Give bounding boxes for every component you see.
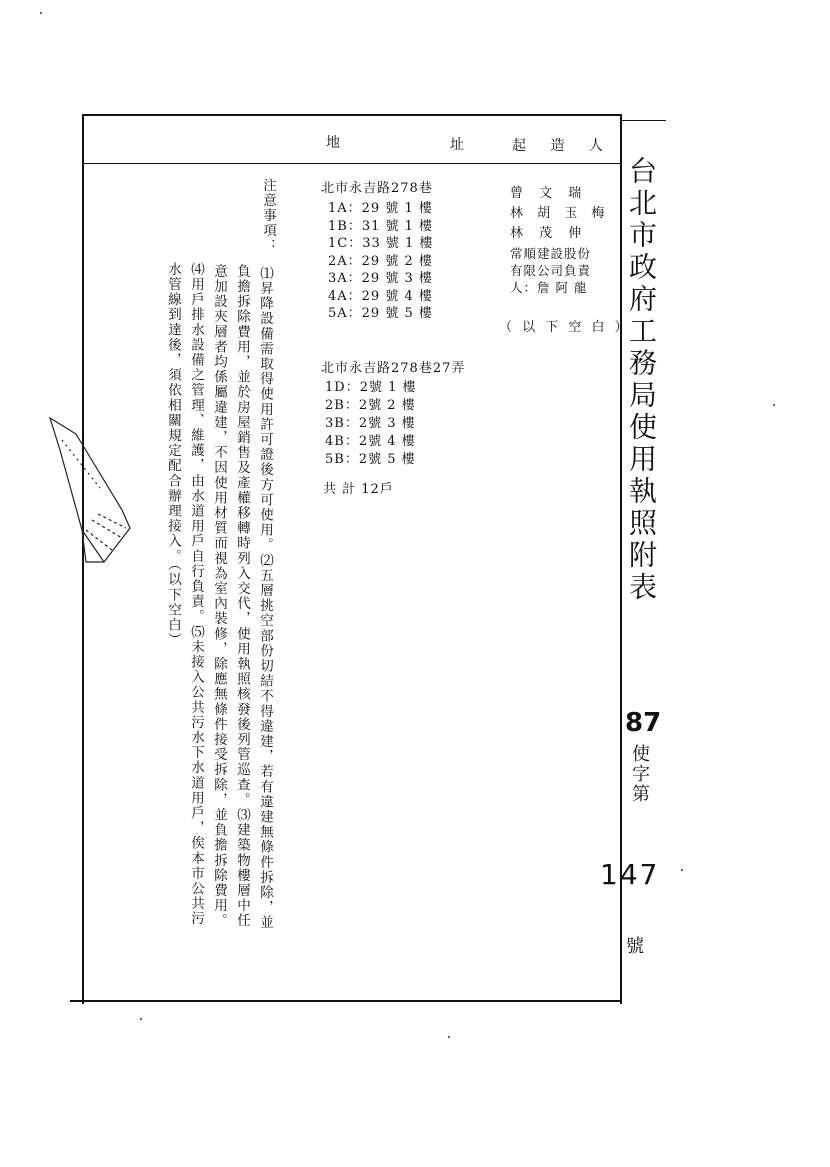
builder-list-end-marker: （ 以 下 空 白 ） bbox=[499, 320, 631, 335]
address-row: 1C：33 號 1 樓 bbox=[328, 236, 434, 251]
address-row: 2B：2號 2 樓 bbox=[325, 398, 416, 413]
builder-row: 人：詹 阿 龍 bbox=[510, 280, 588, 295]
address-group-1-heading: 北市永吉路278巷 bbox=[321, 181, 433, 196]
notes-column-1: ⑴昇降設備需取得使用許可證後方可使用。⑵五層挑空部份切結不得違建，若有違建無條件拆除，並 bbox=[257, 266, 273, 931]
notes-column-2: 負擔拆除費用，並於房屋銷售及產權移轉時列入交代，使用執照核發後列管巡查。⑶建築物樓層中任 bbox=[234, 264, 250, 929]
address-row: 3A：29 號 3 樓 bbox=[328, 271, 433, 286]
address-group-2-heading: 北市永吉路278巷27弄 bbox=[321, 361, 466, 376]
address-group-1-list bbox=[328, 197, 433, 320]
scan-artifact-tab bbox=[42, 410, 132, 570]
title-strip-top-line bbox=[622, 120, 666, 121]
scan-speck bbox=[140, 1018, 142, 1020]
address-row: 4A：29 號 4 樓 bbox=[328, 288, 433, 304]
builder-row: 有限公司負責 bbox=[510, 263, 592, 278]
header-address-label: 地 bbox=[326, 135, 341, 151]
notes-column-5: 水管線到達後，須依相關規定配合辦理接入。（以下空白） bbox=[165, 262, 181, 648]
frame-bottom-border bbox=[70, 1000, 622, 1002]
scan-speck bbox=[681, 869, 683, 871]
address-row: 3B：2號 3 樓 bbox=[325, 416, 416, 431]
address-row: 4B：2號 4 樓 bbox=[325, 434, 416, 449]
builder-list bbox=[510, 182, 609, 295]
document-title: 台北市政府工務局使用執照附表 bbox=[625, 156, 658, 604]
license-year: 87 bbox=[625, 708, 662, 738]
address-row: 1B：31 號 1 樓 bbox=[328, 218, 434, 234]
builder-row: 林 胡 玉 梅 bbox=[510, 206, 610, 221]
address-row: 1D：2號 1 樓 bbox=[325, 380, 417, 395]
notes-heading: 注意事項： bbox=[260, 178, 276, 254]
license-number: 147 bbox=[600, 858, 660, 891]
address-group-2-list bbox=[325, 376, 417, 466]
header-divider bbox=[84, 163, 620, 164]
notes-column-3: 意加設夾層者均係屬違建，不因使用材質而視為室內裝修，除應無條件接受拆除，並負擔拆除費用。 bbox=[211, 264, 227, 929]
address-row: 1A：29 號 1 樓 bbox=[328, 201, 433, 216]
header-address-label-2: 址 bbox=[450, 137, 465, 153]
scan-speck bbox=[773, 404, 775, 406]
scan-speck bbox=[448, 1036, 450, 1038]
notes-column-4: ⑷用戶排水設備之管理、維護，由水道用戶自行負責。⑸未接入公共污水下水道用戶，俟本市公共污 bbox=[188, 262, 204, 927]
license-suffix: 號 bbox=[626, 936, 644, 957]
license-prefix: 使字第 bbox=[629, 744, 650, 804]
builder-row: 林 茂 伸 bbox=[510, 226, 588, 241]
address-row: 2A：29 號 2 樓 bbox=[328, 253, 433, 269]
address-row: 5A：29 號 5 樓 bbox=[328, 306, 433, 321]
address-row: 5B：2號 5 樓 bbox=[325, 452, 416, 467]
builder-row: 常順建設股份 bbox=[510, 246, 592, 261]
builder-row: 曾 文 瑞 bbox=[510, 186, 588, 201]
household-total: 共 計 12戶 bbox=[323, 482, 394, 497]
header-builder-label: 起 造 人 bbox=[512, 138, 613, 154]
frame-top-border bbox=[82, 114, 620, 116]
scan-speck bbox=[40, 12, 42, 14]
